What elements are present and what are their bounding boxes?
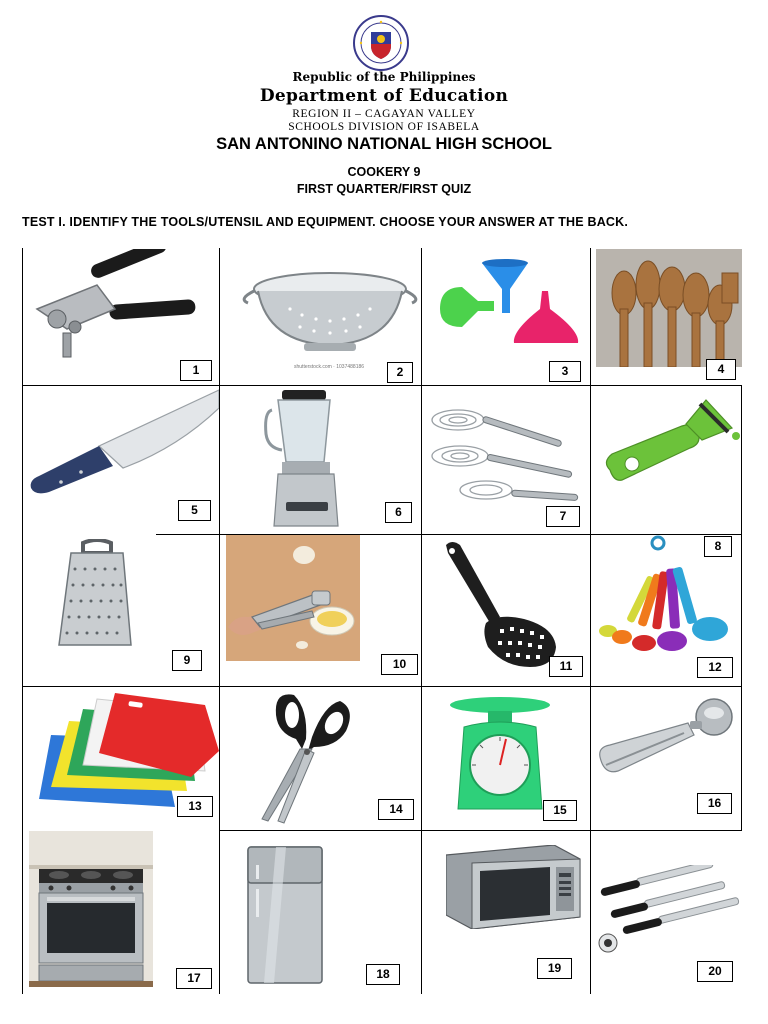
vegetable-peeler-icon — [602, 392, 742, 488]
school-name: SAN ANTONINO NATIONAL HIGH SCHOOL — [216, 135, 552, 153]
quiz-item-19 — [422, 831, 590, 994]
box-grater-icon — [51, 539, 141, 651]
quiz-item-6 — [220, 386, 421, 534]
item-number-box: 2 — [387, 362, 413, 383]
item-number-box: 19 — [537, 958, 572, 979]
garlic-press-icon — [226, 535, 360, 661]
blender-icon — [264, 390, 354, 530]
can-opener-icon — [27, 249, 197, 364]
quiz-title: FIRST QUARTER/FIRST QUIZ — [296, 182, 472, 196]
department-text: Department of Education — [259, 86, 509, 106]
quiz-item-4 — [596, 249, 742, 385]
kitchen-shears-icon — [254, 691, 364, 825]
chef-knife-icon — [27, 388, 219, 498]
quiz-item-7 — [422, 386, 590, 534]
item-number-box: 17 — [176, 968, 212, 989]
item-number-box: 6 — [385, 502, 412, 523]
quiz-item-18 — [220, 831, 421, 994]
funnels-icon — [438, 257, 588, 347]
quiz-item-1 — [23, 249, 219, 385]
quiz-item-10 — [220, 535, 421, 686]
item-number-box: 11 — [549, 656, 583, 677]
item-number-box: 9 — [172, 650, 202, 671]
quiz-item-16 — [596, 687, 742, 830]
quiz-item-5 — [23, 386, 219, 534]
quiz-item-13 — [23, 687, 219, 830]
potato-masher-icon — [442, 539, 562, 673]
quiz-item-17 — [23, 831, 219, 994]
item-number-box: 5 — [178, 500, 211, 521]
region-text: REGION II – CAGAYAN VALLEY — [292, 108, 476, 120]
subject-title: COOKERY 9 — [347, 165, 421, 179]
item-number-box: 14 — [378, 799, 414, 820]
item-number-box: 13 — [177, 796, 213, 817]
quiz-item-8 — [596, 386, 742, 553]
quiz-item-12 — [596, 535, 742, 686]
quiz-item-14 — [220, 687, 421, 830]
grid-line — [590, 248, 591, 994]
item-number-box: 16 — [697, 793, 732, 814]
item-number-box: 20 — [697, 961, 733, 982]
quiz-item-15 — [422, 687, 590, 830]
deped-seal-icon — [352, 14, 410, 72]
item-number-box: 10 — [381, 654, 418, 675]
item-number-box: 15 — [543, 800, 577, 821]
watermark-text: shutterstock.com · 1037488186 — [294, 364, 365, 370]
republic-text: Republic of the Philippines — [292, 70, 476, 84]
quiz-item-2 — [220, 249, 421, 385]
spatulas-icon — [596, 865, 742, 961]
item-number-box: 1 — [180, 360, 212, 381]
gas-range-icon — [29, 831, 153, 987]
item-number-box: 4 — [706, 359, 736, 380]
refrigerator-icon — [246, 845, 324, 987]
quiz-item-11 — [422, 535, 590, 686]
division-text: SCHOOLS DIVISION OF ISABELA — [288, 121, 480, 133]
measuring-spoons-icon — [596, 535, 736, 653]
wire-whisks-icon — [430, 406, 586, 510]
ice-cream-scoop-icon — [596, 695, 738, 781]
test-instruction: TEST I. IDENTIFY THE TOOLS/UTENSIL AND EQUIPMENT. CHOOSE YOUR ANSWER AT THE BACK. — [22, 215, 629, 229]
quiz-item-3 — [422, 249, 590, 385]
item-number-box: 18 — [366, 964, 400, 985]
item-number-box: 12 — [697, 657, 733, 678]
colander-icon — [240, 259, 420, 359]
item-number-box: 3 — [549, 361, 581, 382]
quiz-item-20 — [596, 831, 742, 994]
kitchen-scale-icon — [448, 697, 558, 817]
item-number-box: 7 — [546, 506, 580, 527]
quiz-item-9 — [23, 535, 219, 686]
wooden-spoons-icon — [596, 249, 742, 367]
item-number-box: 8 — [704, 536, 732, 557]
microwave-oven-icon — [446, 845, 582, 929]
cutting-boards-icon — [37, 691, 221, 811]
